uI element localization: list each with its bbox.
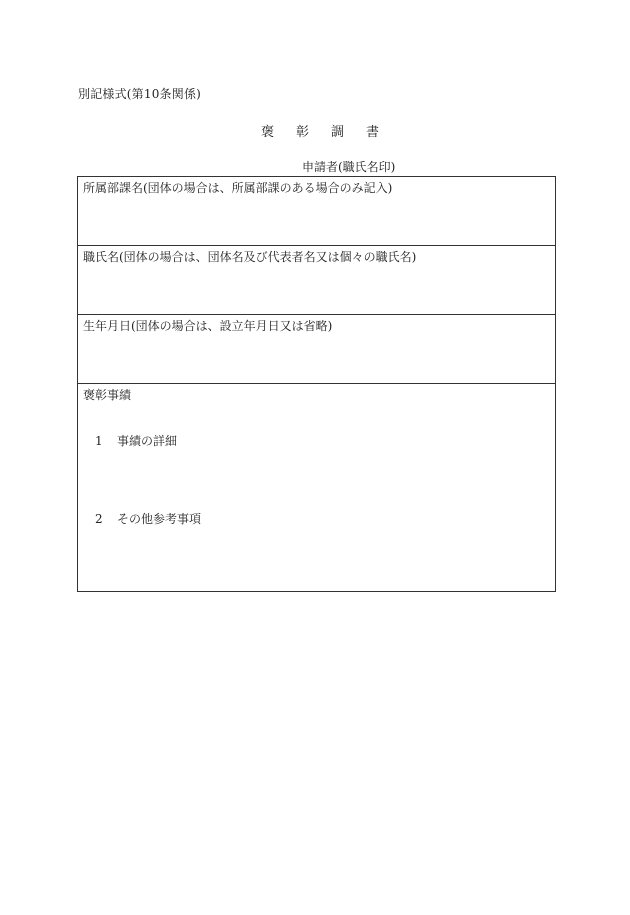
item-label: その他参考事項 bbox=[117, 512, 202, 526]
applicant-label: 申請者(職氏名印) bbox=[302, 160, 396, 174]
affiliation-label: 所属部課名(団体の場合は、所属部課のある場合のみ記入) bbox=[83, 181, 393, 195]
document-title: 褒彰調書 bbox=[260, 125, 401, 140]
achievement-item-other bbox=[95, 510, 201, 527]
affiliation-section[interactable] bbox=[78, 177, 555, 246]
form-reference: 別記様式(第10条関係) bbox=[78, 87, 202, 101]
item-number: 1 bbox=[95, 434, 103, 448]
name-label: 職氏名(団体の場合は、団体名及び代表者名又は個々の職氏名) bbox=[83, 250, 417, 264]
achievement-item-details bbox=[95, 432, 177, 449]
achievements-label: 褒彰事績 bbox=[83, 388, 132, 402]
item-label: 事績の詳細 bbox=[117, 434, 178, 448]
birth-date-section[interactable] bbox=[78, 315, 555, 384]
form-table bbox=[77, 176, 556, 592]
birth-date-label: 生年月日(団体の場合は、設立年月日又は省略) bbox=[83, 319, 333, 333]
achievements-section[interactable] bbox=[78, 384, 555, 591]
name-section[interactable] bbox=[78, 246, 555, 315]
item-number: 2 bbox=[95, 512, 103, 526]
